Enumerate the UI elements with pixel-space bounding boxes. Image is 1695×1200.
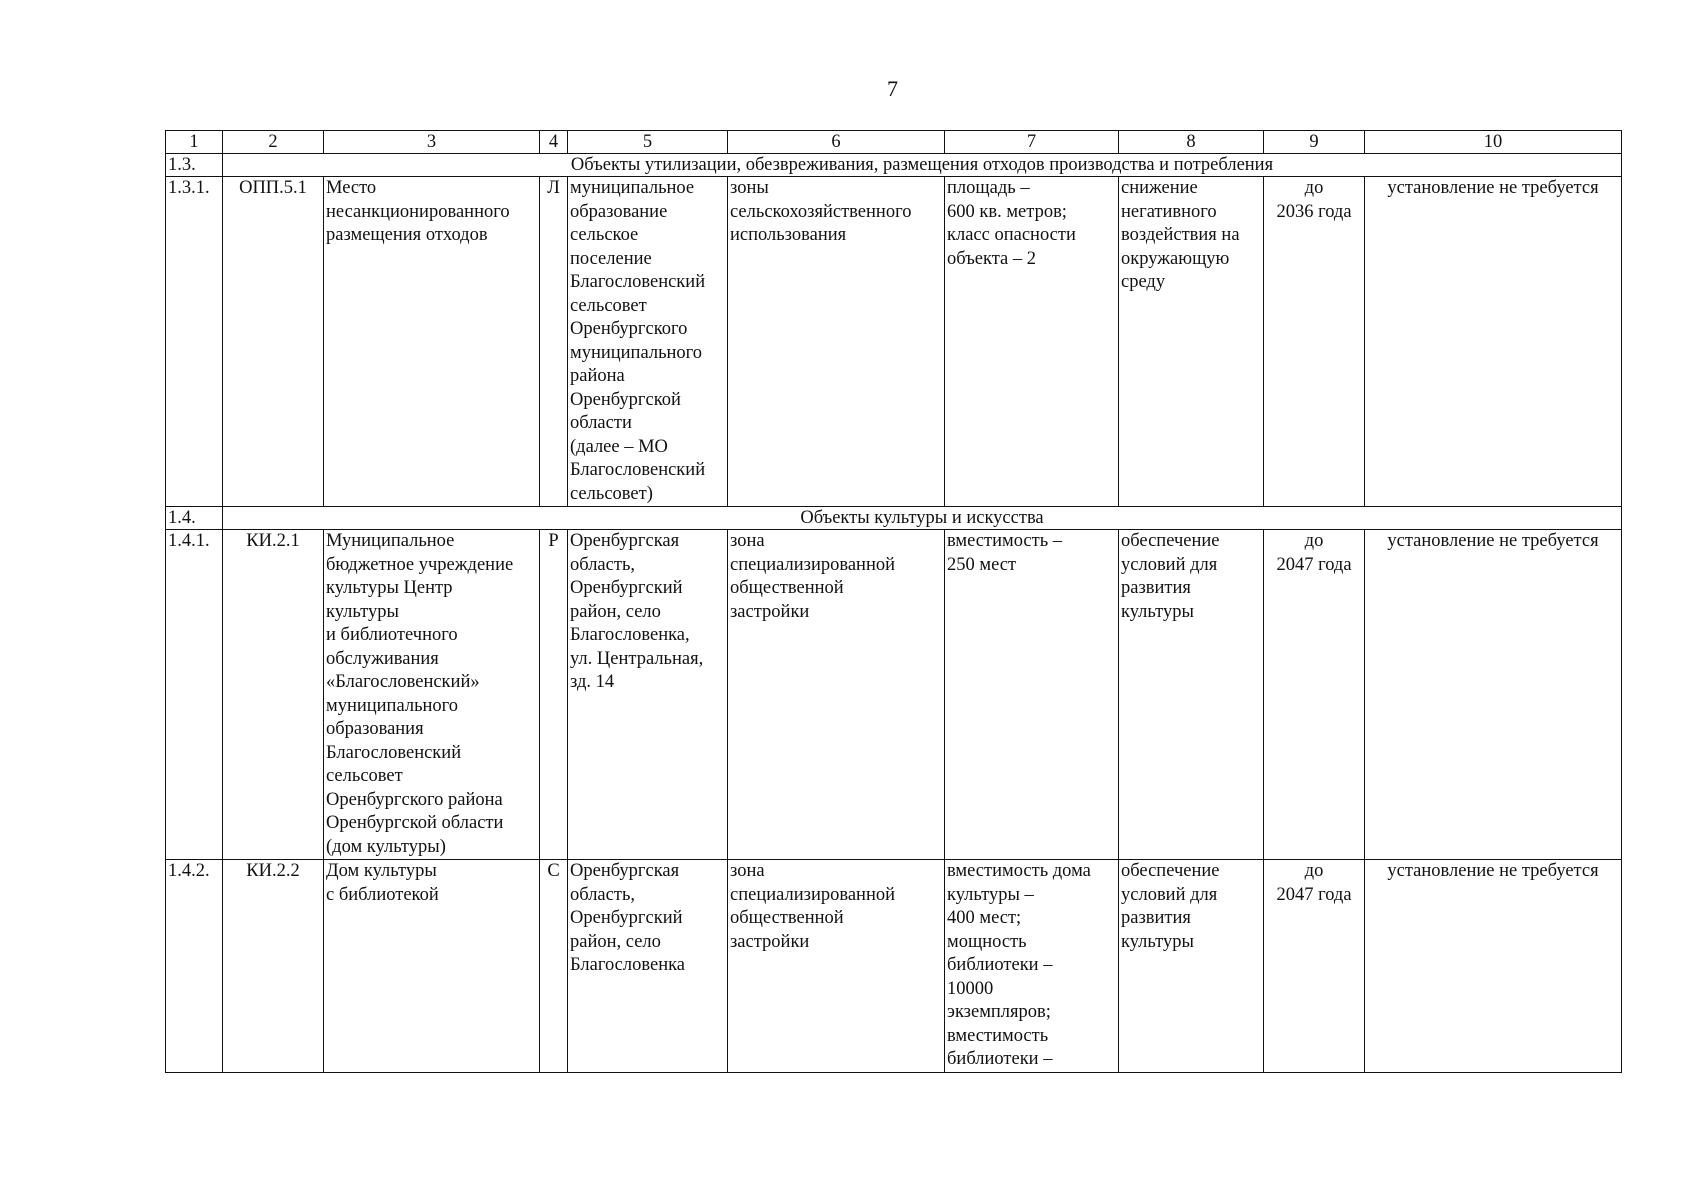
column-number-row: [166, 131, 1622, 154]
functional-zone: зона специализированной общественной застройки: [728, 860, 945, 1073]
page-number: 7: [887, 76, 898, 101]
zone-requirement: установление не требуется: [1365, 860, 1622, 1073]
object-level: Р: [540, 530, 568, 860]
column-number: 6: [728, 131, 945, 154]
section-number: 1.4.: [166, 507, 223, 530]
zone-requirement: установление не требуется: [1365, 530, 1622, 860]
table-row: [166, 177, 1622, 507]
section-number: 1.3.: [166, 154, 223, 177]
column-number: 1: [166, 131, 223, 154]
object-name: Муниципальное бюджетное учреждение культуры Центр культуры и библиотечного обслуживания «Благословенский» муниципального образования Благословенский сельсовет Оренбургского района Оренбургской области (дом культуры): [324, 530, 540, 860]
section-title: Объекты культуры и искусства: [223, 507, 1622, 530]
object-location: муниципальное образование сельское поселение Благословенский сельсовет Оренбургского муниципального района Оренбургской области (далее – МО Благословенский сельсовет): [568, 177, 728, 507]
object-characteristics: вместимость – 250 мест: [945, 530, 1119, 860]
column-number: 2: [223, 131, 324, 154]
section-title: Объекты утилизации, обезвреживания, размещения отходов производства и потребления: [223, 154, 1622, 177]
object-code: ОПП.5.1: [223, 177, 324, 507]
column-number: 8: [1119, 131, 1264, 154]
column-number: 4: [540, 131, 568, 154]
object-characteristics: вместимость дома культуры – 400 мест; мощность библиотеки – 10000 экземпляров; вместимость библиотеки –: [945, 860, 1119, 1073]
section-row: [166, 507, 1622, 530]
implementation-term: до 2047 года: [1264, 530, 1365, 860]
zone-requirement: установление не требуется: [1365, 177, 1622, 507]
object-name: Дом культуры с библиотекой: [324, 860, 540, 1073]
object-code: КИ.2.2: [223, 860, 324, 1073]
object-level: С: [540, 860, 568, 1073]
table-row: [166, 860, 1622, 1073]
object-purpose: обеспечение условий для развития культуры: [1119, 860, 1264, 1073]
section-row: [166, 154, 1622, 177]
column-number: 7: [945, 131, 1119, 154]
object-purpose: снижение негативного воздействия на окружающую среду: [1119, 177, 1264, 507]
implementation-term: до 2047 года: [1264, 860, 1365, 1073]
row-number: 1.4.1.: [166, 530, 223, 860]
table-row: [166, 530, 1622, 860]
implementation-term: до 2036 года: [1264, 177, 1365, 507]
row-number: 1.4.2.: [166, 860, 223, 1073]
column-number: 3: [324, 131, 540, 154]
object-name: Место несанкционированного размещения отходов: [324, 177, 540, 507]
object-code: КИ.2.1: [223, 530, 324, 860]
functional-zone: зоны сельскохозяйственного использования: [728, 177, 945, 507]
object-level: Л: [540, 177, 568, 507]
row-number: 1.3.1.: [166, 177, 223, 507]
column-number: 5: [568, 131, 728, 154]
column-number: 10: [1365, 131, 1622, 154]
column-number: 9: [1264, 131, 1365, 154]
object-purpose: обеспечение условий для развития культуры: [1119, 530, 1264, 860]
object-location: Оренбургская область, Оренбургский район, село Благословенка, ул. Центральная, зд. 14: [568, 530, 728, 860]
functional-zone: зона специализированной общественной застройки: [728, 530, 945, 860]
object-location: Оренбургская область, Оренбургский район, село Благословенка: [568, 860, 728, 1073]
objects-table: [165, 130, 1622, 1073]
object-characteristics: площадь – 600 кв. метров; класс опасности объекта – 2: [945, 177, 1119, 507]
